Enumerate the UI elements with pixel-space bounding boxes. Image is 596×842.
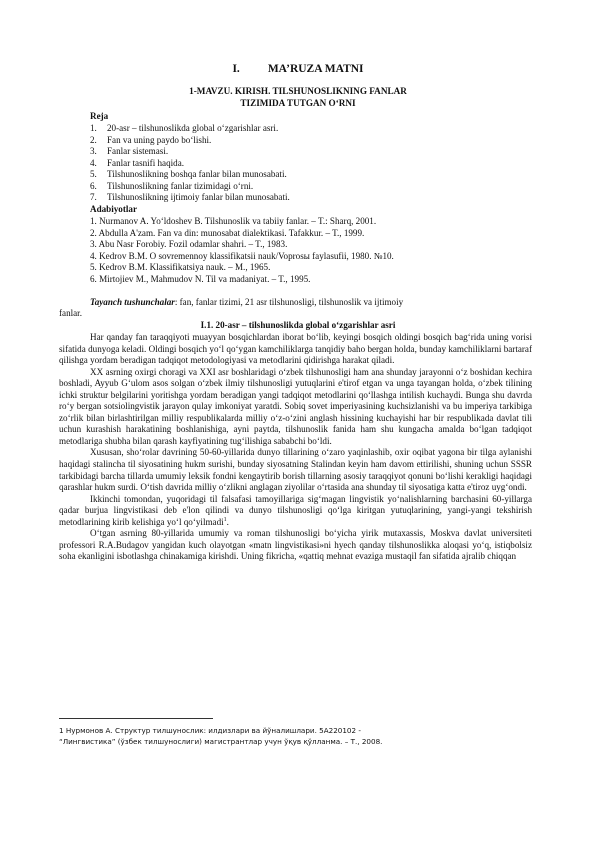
reference-item: 3. Abu Nasr Forobiy. Fozil odamlar shahri. – T., 1983. — [90, 239, 288, 250]
footnote-line-1: 1 Нурмонов А. Структур тилшунослик: илдизлари ва йўналишлари. 5A220102 - — [59, 726, 361, 735]
topic-line-1: 1-MAVZU. KIRISH. TILSHUNOSLIKNING FANLAR — [189, 86, 407, 96]
keywords-label: Tayanch tushunchalar — [90, 297, 175, 307]
section-heading: MA’RUZA MATNI — [267, 63, 364, 75]
list-item: 3. Fanlar sistemasi. — [90, 146, 169, 157]
reference-item: 4. Kedrov B.M. O sovremennoy klassifikatsii nauk/Voprosы faylasufii, 1980. №10. — [90, 250, 394, 261]
keywords-continuation: fanlar. — [59, 308, 82, 318]
footnote-divider — [59, 718, 213, 719]
adabiyotlar-heading: Adabiyotlar — [90, 204, 137, 214]
list-item: 2. Fan va uning paydo bo‘lishi. — [90, 134, 212, 145]
list-item: 1. 20-asr – tilshunoslikda global o‘zgarishlar asri. — [90, 123, 279, 133]
list-item: 7. Tilshunoslikning ijtimoiy fanlar bilan munosabati. — [90, 192, 290, 203]
paragraph-text: Ikkinchi tomondan, yuqoridagi til falsafasi tamoyillariga sig‘magan lingvistik yo‘nalishlarning barchasini 60-yillarga qadar burjua lingvistikasi deb e'lon qilindi va dunyo tilshunosligi qo‘lga kiritgan yutuqlarining, yangi-yangi tekshirish metodlarining kirib kelishiga yo‘l qo‘yilmadi — [59, 493, 532, 527]
reference-item: 5. Kedrov B.M. Klassifikatsiya nauk. – M., 1965. — [90, 262, 271, 273]
paragraph: XX asrning oxirgi choragi va XXI asr boshlaridagi o‘zbek tilshunosligi ham ana shunday jarayonni o‘z boshidan kechira boshladi, Ayyub G‘ulom asos solgan o‘zbek ilmiy tilshunosligi yutuqlarini e'tirof etgan va unga tayangan holda, o‘zbek tilining ichki struktur belgilarini yoritishga yordam beradigan yangi tadqiqot metodlarini qo‘llashga intilish kuchaydi. Bunga shu davrda ro‘y bergan sotsiolingvistik jarayon qulay imkoniyat yaratdi. Sobiq sovet imperiyasining kuchsizlanishi va bu imperiya tarkibiga zo‘rlik bilan birlashtirilgan milliy respublikalarda milliy o‘z-o‘zini anglash hissining kuchayishi har bir respublikada davlat tili uchun kurashish harakatining boshlanishiga, ayni paytda, tilshunoslik fanida ham shu kungacha amalda bo‘lgan tadqiqot metodlariga shubha bilan qarash kayfiyatining tug‘ilishiga sababchi bo‘ldi. — [59, 366, 532, 446]
reference-item: 2. Abdulla A'zam. Fan va din: munosabat dialektikasi. Tafakkur. – T., 1999. — [90, 227, 365, 238]
keywords-line — [90, 297, 532, 309]
paragraph: O‘tgan asrning 80-yillarida umumiy va roman tilshunosligi bo‘yicha yirik mutaxassis, Moskva davlat universiteti professori R.A.Budagov yangidan kuch olayotgan «matn lingvistikasi»ni hyech qanday tilshunoslikka aloqasi yo‘q, istiqbolsiz soha ekanligini isbotlashga chinakamiga kirishdi. Uning fikricha, «qattiq mehnat evaziga mustaqil fan sifatida ajralib chiqqan — [59, 528, 532, 562]
section-number: I. — [232, 63, 240, 75]
footnote-marker[interactable]: 1 — [223, 516, 227, 523]
subsection-heading: I.1. 20-asr – tilshunoslikda global o‘zgarishlar asri — [200, 320, 396, 330]
paragraph: Har qanday fan taraqqiyoti muayyan bosqichlardan iborat bo‘lib, keyingi bosqich oldingi bosqich bag‘rida uning vorisi sifatida dunyoga keladi. Oldingi bosqich yo‘l qo‘ygan kamchiliklarga tanqidiy baho bergan holda, bunday kamchiliklarni bartaraf qilishga yordam beradigan tadqiqot metodologiyasi va metodlarini qidirishga harakat qiladi. — [59, 332, 532, 366]
reference-list — [90, 216, 530, 285]
footnote — [59, 726, 539, 747]
reja-list — [90, 123, 530, 204]
reja-heading: Reja — [90, 111, 109, 121]
list-item: 6. Tilshunoslikning fanlar tizimidagi o‘rni. — [90, 180, 254, 191]
reference-item: 6. Mirtojiev M., Mahmudov N. Til va madaniyat. – T., 1995. — [90, 273, 311, 284]
topic-title — [0, 86, 596, 109]
reference-item: 1. Nurmanov A. Yo‘ldoshev B. Tilshunoslik va tabiiy fanlar. – T.: Sharq, 2001. — [90, 216, 377, 226]
list-item: 4. Fanlar tasnifi haqida. — [90, 157, 185, 168]
paragraph: Xususan, sho‘rolar davrining 50-60-yillarida dunyo tillarining o‘zaro yaqinlashib, oxir oqibat yagona bir tilga aylanishi haqidagi stalincha til siyosatining hukm surishi, bunday siyosatning Stalindan keyin ham davom ettirilishi, shuning uchun SSSR tarkibidagi barcha tillarda umumiy leksik fondni kengaytirib borish tillarning asosiy taraqqiyot qonuni bo‘lishi kerakligi haqidagi qarashlar hukm surdi. O‘tish davrida milliy o‘zlikni anglagan ziyolilar o‘rtasida ana shunday til siyosatiga katta e'tiroz uyg‘ondi. — [59, 447, 532, 493]
paragraph: Ikkinchi tomondan, yuqoridagi til falsafasi tamoyillariga sig‘magan lingvistik yo‘nalishlarning barchasini 60-yillarga qadar burjua lingvistikasi deb e'lon qilindi va dunyo tilshunosligi qo‘lga kiritgan yutuqlarining, yangi-yangi tekshirish metodlarining kirib kelishiga yo‘l qo‘yilmadi$^1$. — [59, 493, 532, 527]
section-title — [0, 63, 596, 75]
list-item: 5. Tilshunoslikning boshqa fanlar bilan munosabati. — [90, 169, 287, 180]
footnote-line-2: “Лингвистика” (ўзбек тилшунослиги) магистрантлар учун ўқув қўлланма. – Т., 2008. — [59, 736, 383, 746]
keywords-text: : fan, fanlar tizimi, 21 asr tilshunosligi, tilshunoslik va ijtimoiy — [174, 297, 404, 307]
topic-line-2: TIZIMIDA TUTGAN O‘RNI — [240, 97, 356, 108]
body-text — [59, 332, 532, 563]
